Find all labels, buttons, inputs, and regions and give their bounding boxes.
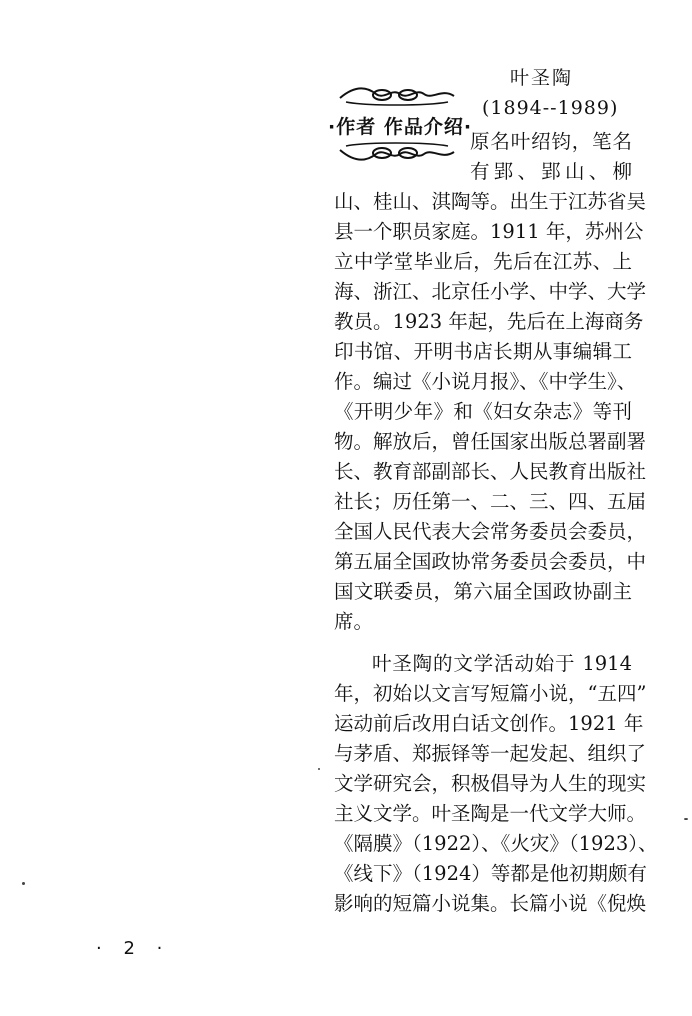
page-number: · 2 · — [96, 938, 171, 959]
text-line: 教员。1923 年起，先后在上海商务 — [334, 310, 644, 333]
text-line: 叶圣陶的文学活动始于 1914 — [372, 652, 632, 675]
author-years: (1894--1989) — [482, 97, 619, 119]
author-name: 叶圣陶 — [510, 67, 574, 89]
text-line: 《开明少年》和《妇女杂志》等刊 — [334, 400, 632, 423]
section-label-block — [328, 84, 473, 168]
text-line: 印书馆、开明书店长期从事编辑工 — [334, 340, 632, 363]
text-line: 物。解放后，曾任国家出版总署副署 — [334, 430, 647, 453]
text-line: 县一个职员家庭。1911 年，苏州公 — [334, 220, 644, 243]
text-line: 与茅盾、郑振铎等一起发起、组织了 — [334, 742, 647, 765]
text-line: 海、浙江、北京任小学、中学、大学 — [334, 280, 647, 303]
bottom-flourish-icon — [336, 142, 458, 164]
text-line: 有郢、郢山、柳 — [470, 160, 632, 183]
text-line: 长、教育部副部长、人民教育出版社 — [334, 460, 647, 483]
text-line: 《线下》（1924）等都是他初期颇有 — [334, 862, 647, 885]
text-line: 运动前后改用白话文创作。1921 年 — [334, 712, 644, 735]
text-line: 山、桂山、淇陶等。出生于江苏省吴 — [334, 190, 647, 213]
text-line: 席。 — [334, 610, 374, 633]
text-line: 影响的短篇小说集。长篇小说《倪焕 — [334, 892, 647, 915]
text-line: 文学研究会，积极倡导为人生的现实 — [334, 772, 647, 795]
text-line: 作。编过《小说月报》、《中学生》、 — [334, 370, 637, 393]
scan-speck — [684, 818, 688, 820]
text-line: 国文联委员，第六届全国政协副主 — [334, 580, 632, 603]
text-line: 社长；历任第一、二、三、四、五届 — [334, 490, 647, 513]
text-line: 第五届全国政协常务委员会委员，中 — [334, 550, 647, 573]
scan-speck — [318, 768, 320, 770]
text-line: 《隔膜》（1922）、《火灾》（1923）、 — [334, 832, 658, 855]
section-label: ·作者 作品介绍· — [328, 116, 473, 138]
scan-speck — [22, 882, 25, 885]
text-line: 主义文学。叶圣陶是一代文学大师。 — [334, 802, 647, 825]
text-line: 全国人民代表大会常务委员会委员， — [334, 520, 647, 543]
top-flourish-icon — [336, 84, 458, 106]
text-line: 年，初始以文言写短篇小说，“五四” — [334, 682, 647, 705]
text-line: 原名叶绍钧，笔名 — [470, 130, 632, 153]
text-line: 立中学堂毕业后，先后在江苏、上 — [334, 250, 632, 273]
